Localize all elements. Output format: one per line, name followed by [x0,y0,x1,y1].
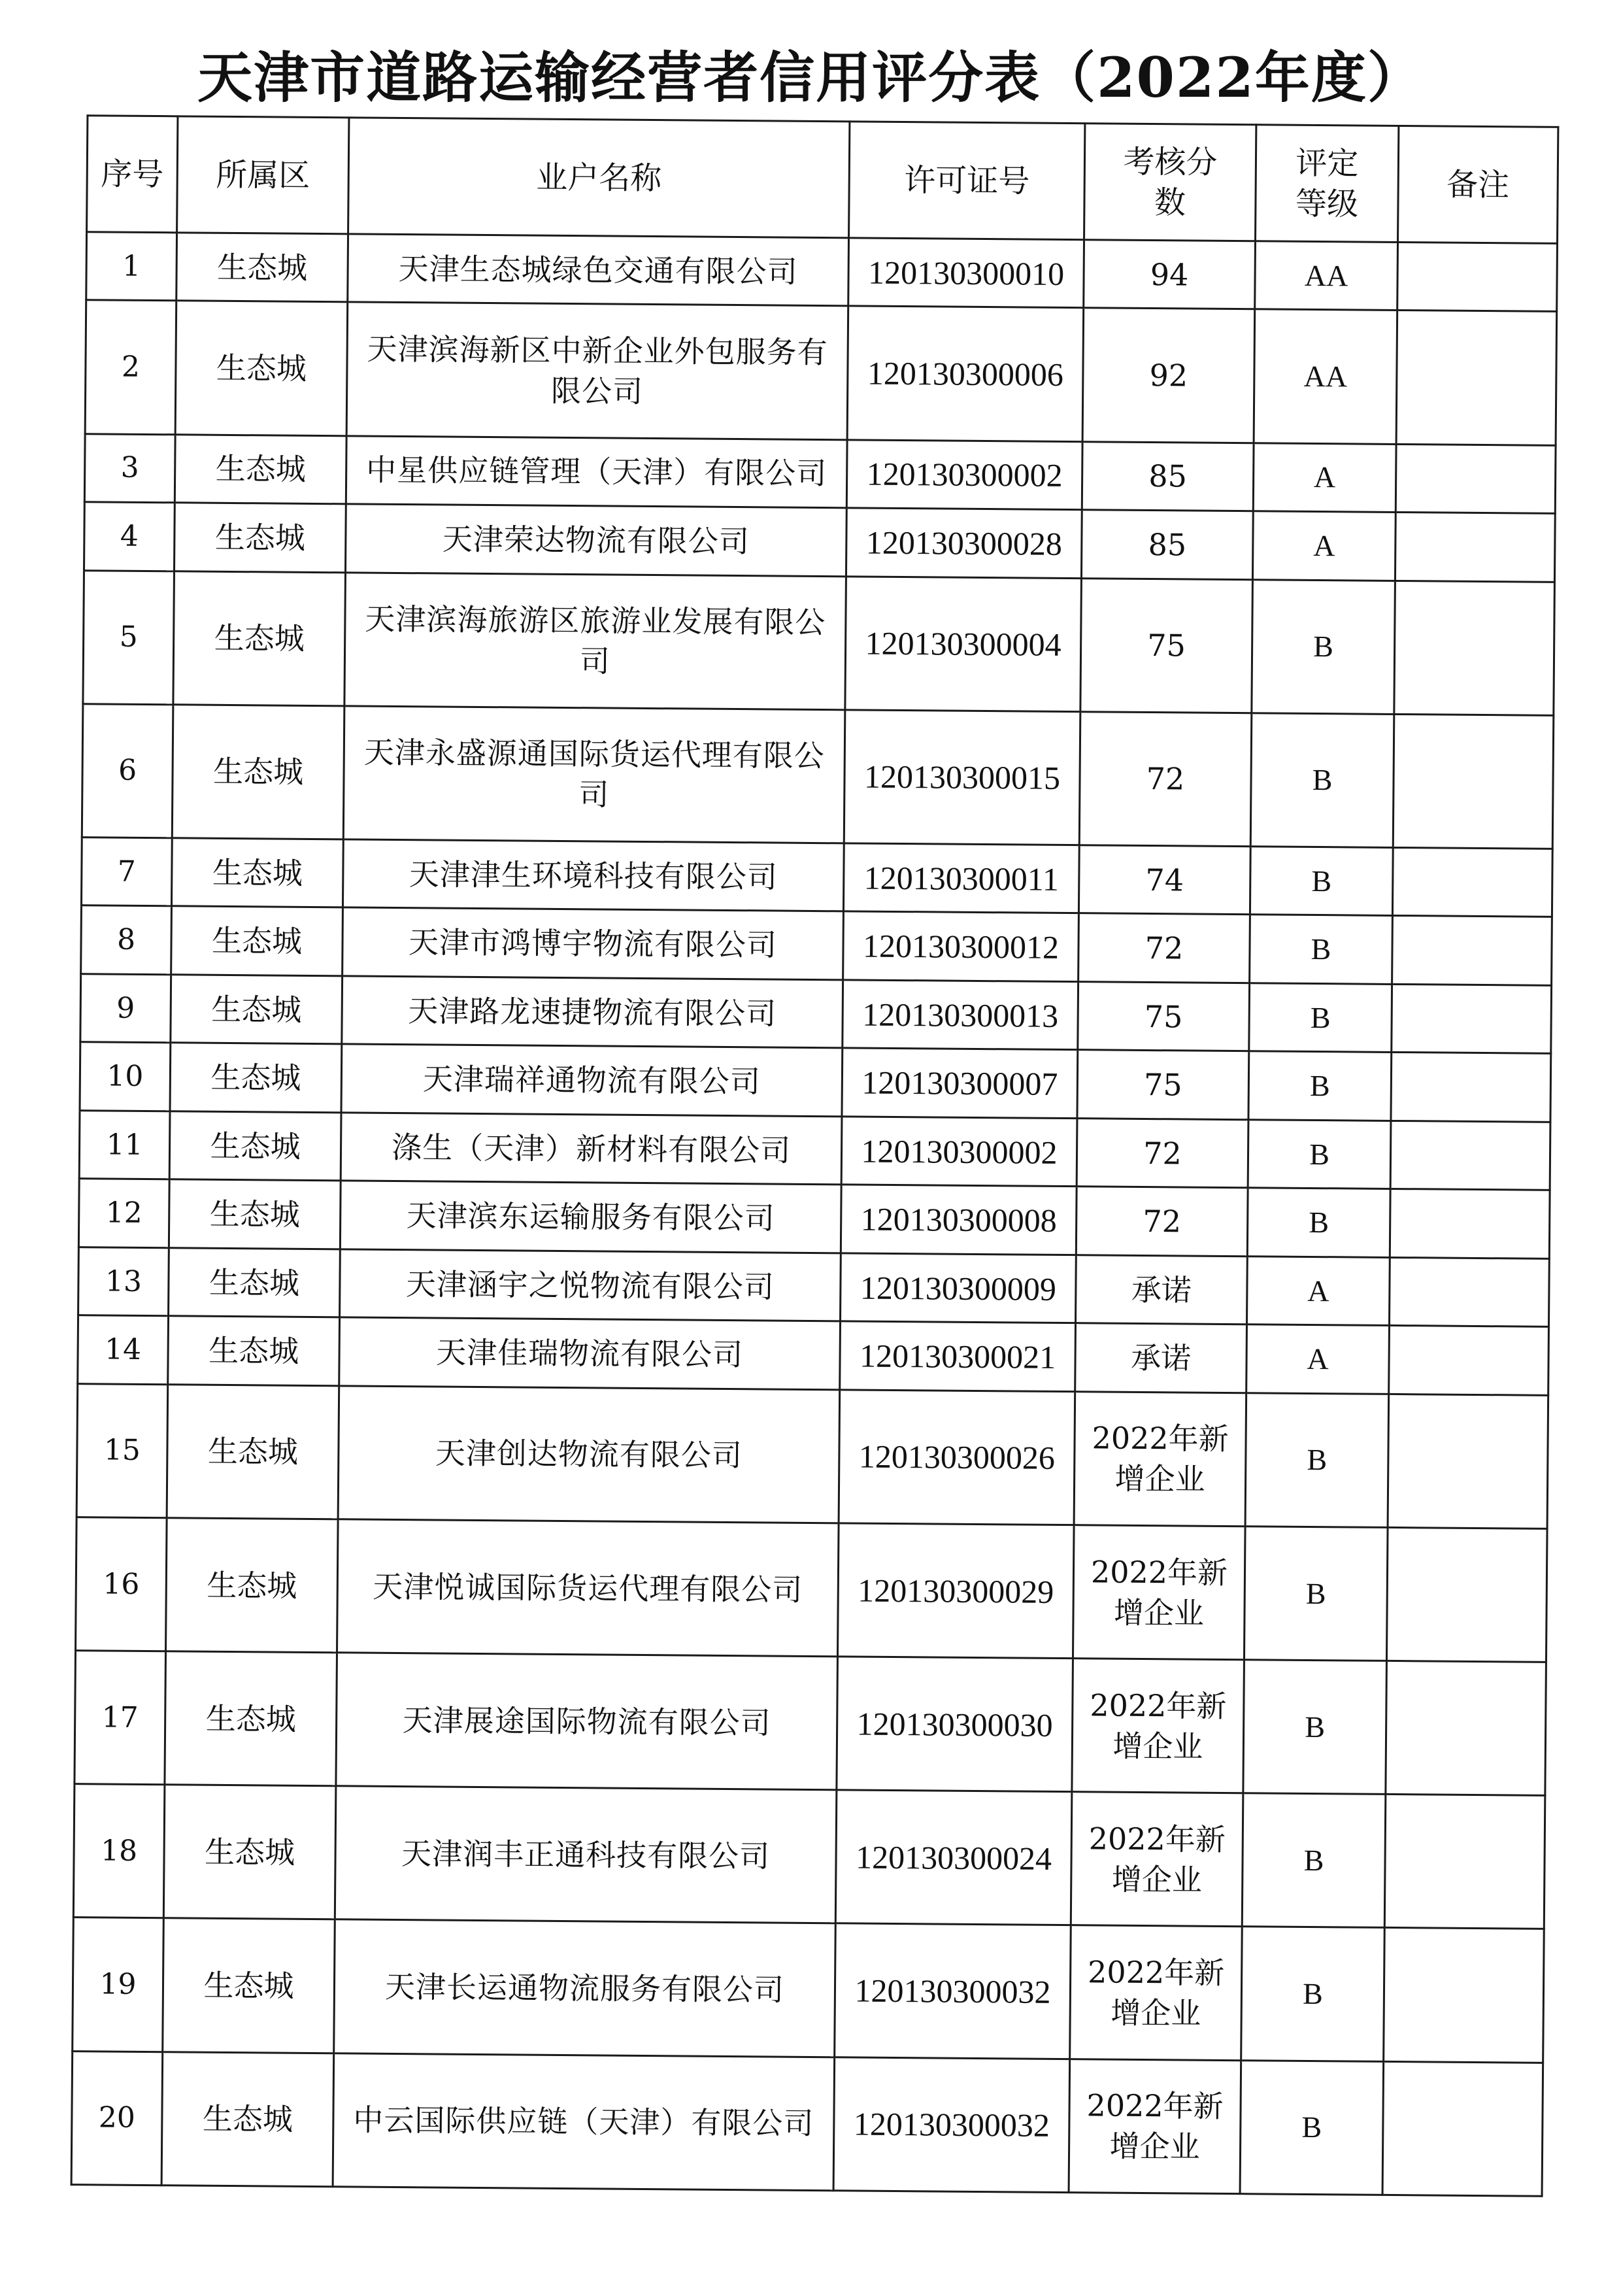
cell-score: 2022年新增企业 [1070,1925,1243,2060]
table-row [76,1517,1548,1663]
cell-remark [1395,444,1556,513]
cell-company-name: 天津长运通物流服务有限公司 [334,1919,836,2057]
cell-license-number: 120130300015 [844,710,1080,845]
cell-remark [1384,1928,1545,2063]
cell-remark [1390,1121,1550,1190]
cell-remark [1392,984,1552,1053]
cell-remark [1389,1326,1549,1395]
cell-license-number: 120130300029 [837,1523,1074,1659]
cell-grade: A [1246,1325,1390,1394]
cell-district: 生态城 [163,1918,335,2053]
header-district: 所属区 [177,116,349,234]
cell-district: 生态城 [174,503,346,573]
header-grade: 评定等级 [1256,125,1399,243]
cell-score: 2022年新增企业 [1074,1391,1246,1526]
cell-score: 承诺 [1075,1323,1247,1393]
table-row [78,1315,1549,1395]
cell-district: 生态城 [169,1111,341,1181]
credit-score-table-container [71,114,1558,2197]
cell-grade: B [1247,1188,1390,1257]
cell-grade: AA [1254,309,1397,444]
table-row [71,2051,1543,2196]
cell-grade: A [1252,511,1395,581]
cell-license-number: 120130300013 [843,980,1078,1050]
table-row [73,1917,1545,2063]
cell-no: 18 [73,1784,165,1918]
table-row [78,1179,1550,1258]
table-row [86,232,1558,312]
cell-score: 2022年新增企业 [1069,2059,1241,2193]
cell-district: 生态城 [163,1785,336,1919]
header-remark: 备注 [1398,126,1558,243]
cell-company-name: 天津生态城绿色交通有限公司 [348,234,849,306]
cell-no: 13 [78,1247,169,1316]
cell-grade: B [1240,2060,1384,2195]
cell-score: 75 [1080,578,1253,713]
cell-score: 2022年新增企业 [1073,1525,1245,1660]
cell-company-name: 天津荣达物流有限公司 [345,504,846,576]
cell-score: 85 [1082,441,1254,511]
cell-remark [1388,1394,1548,1528]
cell-no: 1 [86,232,177,301]
cell-score: 72 [1076,1187,1248,1257]
cell-no: 7 [81,837,172,907]
page-title: 天津市道路运输经营者信用评分表（2022年度） [197,45,1424,110]
cell-grade: B [1241,1927,1385,2061]
header-no: 序号 [87,116,178,233]
cell-no: 14 [78,1315,169,1385]
table-row [84,502,1556,582]
table-row [82,703,1554,849]
cell-district: 生态城 [167,1385,339,1519]
cell-score: 2022年新增企业 [1071,1792,1243,1927]
cell-license-number: 120130300032 [835,1923,1071,2059]
header-score: 考核分数 [1084,124,1256,241]
table-row [85,300,1557,445]
cell-license-number: 120130300012 [843,911,1079,981]
cell-district: 生态城 [176,233,348,303]
cell-grade: B [1252,579,1395,714]
cell-grade: B [1249,983,1392,1053]
cell-license-number: 120130300002 [846,440,1082,510]
cell-company-name: 天津瑞祥通物流有限公司 [341,1044,843,1116]
cell-district: 生态城 [168,1316,340,1386]
cell-score: 72 [1077,1119,1248,1189]
cell-company-name: 天津涵宇之悦物流有限公司 [340,1249,841,1321]
cell-district: 生态城 [172,705,344,839]
table-row [81,837,1552,917]
cell-grade: B [1250,847,1393,916]
cell-district: 生态城 [171,838,343,908]
cell-company-name: 天津展途国际物流有限公司 [336,1653,838,1790]
cell-license-number: 120130300010 [848,238,1084,308]
cell-grade: AA [1255,241,1398,311]
cell-company-name: 天津滨东运输服务有限公司 [340,1181,841,1253]
cell-remark [1393,714,1554,849]
cell-license-number: 120130300006 [847,306,1084,441]
table-row [79,1111,1550,1190]
cell-score: 75 [1078,982,1250,1052]
cell-score: 94 [1084,240,1256,310]
cell-remark [1397,242,1558,311]
cell-score: 72 [1078,913,1250,983]
cell-district: 生态城 [166,1518,339,1653]
cell-company-name: 天津创达物流有限公司 [338,1386,840,1523]
cell-district: 生态城 [171,975,343,1045]
cell-license-number: 120130300011 [843,843,1079,913]
cell-district: 生态城 [165,1651,337,1786]
cell-grade: A [1253,443,1396,512]
cell-grade: B [1244,1527,1388,1661]
table-row [84,433,1556,513]
cell-license-number: 120130300032 [833,2057,1070,2192]
cell-license-number: 120130300002 [841,1117,1077,1187]
cell-remark [1396,311,1557,445]
cell-no: 12 [78,1179,169,1248]
table-header-row [87,116,1558,244]
cell-district: 生态城 [175,301,348,435]
table-body [71,232,1557,2197]
cell-district: 生态城 [175,434,346,504]
cell-score: 2022年新增企业 [1072,1659,1245,1793]
cell-remark [1394,581,1555,715]
cell-district: 生态城 [171,906,343,976]
cell-no: 11 [79,1111,170,1180]
cell-no: 6 [82,703,173,837]
cell-remark [1395,513,1555,582]
cell-grade: B [1248,1120,1391,1189]
cell-no: 19 [73,1917,164,2051]
cell-district: 生态城 [161,2051,334,2186]
cell-company-name: 中云国际供应链（天津）有限公司 [333,2053,835,2190]
cell-company-name: 天津滨海旅游区旅游业发展有限公司 [344,572,846,709]
cell-remark [1390,1189,1550,1258]
cell-no: 9 [80,974,171,1043]
table-row [81,905,1552,985]
cell-remark [1384,1795,1545,1929]
table-row [75,1651,1546,1796]
cell-company-name: 天津佳瑞物流有限公司 [339,1317,841,1389]
cell-grade: B [1245,1393,1389,1528]
table-row [80,1042,1551,1122]
cell-grade: B [1242,1793,1386,1928]
cell-score: 92 [1082,308,1255,443]
cell-license-number: 120130300008 [841,1185,1077,1255]
cell-no: 16 [76,1517,167,1651]
cell-score: 72 [1079,711,1252,846]
cell-remark [1392,847,1552,917]
cell-no: 15 [76,1383,168,1517]
cell-no: 4 [84,502,175,571]
table-row [73,1784,1545,1929]
cell-license-number: 120130300007 [842,1048,1078,1118]
cell-license-number: 120130300028 [846,508,1082,578]
cell-no: 20 [71,2051,163,2185]
cell-score: 74 [1078,845,1250,915]
table-row [80,974,1552,1054]
table-row [76,1383,1548,1528]
cell-grade: B [1250,915,1393,984]
cell-company-name: 天津市鸿博宇物流有限公司 [343,907,844,979]
cell-remark [1391,1053,1551,1122]
cell-district: 生态城 [173,571,346,705]
cell-no: 3 [84,433,175,503]
cell-remark [1386,1661,1546,1796]
cell-company-name: 天津永盛源通国际货运代理有限公司 [343,706,845,843]
cell-company-name: 天津悦诚国际货运代理有限公司 [337,1519,839,1657]
cell-no: 5 [83,570,175,704]
credit-score-table [71,114,1560,2197]
cell-score: 85 [1081,510,1253,580]
cell-district: 生态城 [170,1043,342,1113]
cell-license-number: 120130300026 [839,1390,1075,1525]
cell-no: 8 [81,905,172,975]
header-license: 许可证号 [849,122,1085,240]
cell-no: 10 [80,1042,171,1111]
cell-company-name: 天津路龙速捷物流有限公司 [342,976,843,1048]
cell-remark [1389,1257,1549,1326]
cell-remark [1382,2061,1543,2196]
cell-score: 承诺 [1076,1255,1248,1325]
cell-company-name: 中星供应链管理（天津）有限公司 [346,435,847,507]
cell-remark [1392,916,1552,985]
cell-license-number: 120130300021 [840,1321,1076,1391]
cell-company-name: 天津滨海新区中新企业外包服务有限公司 [346,302,848,439]
cell-license-number: 120130300030 [837,1657,1073,1792]
cell-grade: B [1248,1051,1392,1121]
table-row [83,570,1555,715]
header-name: 业户名称 [348,118,850,238]
cell-no: 2 [85,300,176,434]
cell-district: 生态城 [169,1179,341,1249]
cell-company-name: 天津润丰正通科技有限公司 [335,1786,837,1923]
table-row [78,1247,1550,1326]
cell-license-number: 120130300004 [845,576,1082,711]
cell-remark [1386,1527,1547,1662]
cell-grade: B [1243,1660,1387,1795]
cell-district: 生态城 [169,1248,341,1318]
cell-license-number: 120130300009 [841,1253,1077,1323]
cell-score: 75 [1077,1050,1249,1120]
cell-company-name: 涤生（天津）新材料有限公司 [341,1113,842,1185]
cell-license-number: 120130300024 [835,1790,1072,1925]
cell-no: 17 [75,1651,166,1785]
cell-grade: A [1246,1257,1390,1326]
cell-company-name: 天津津生环境科技有限公司 [343,839,844,911]
cell-grade: B [1250,713,1394,848]
